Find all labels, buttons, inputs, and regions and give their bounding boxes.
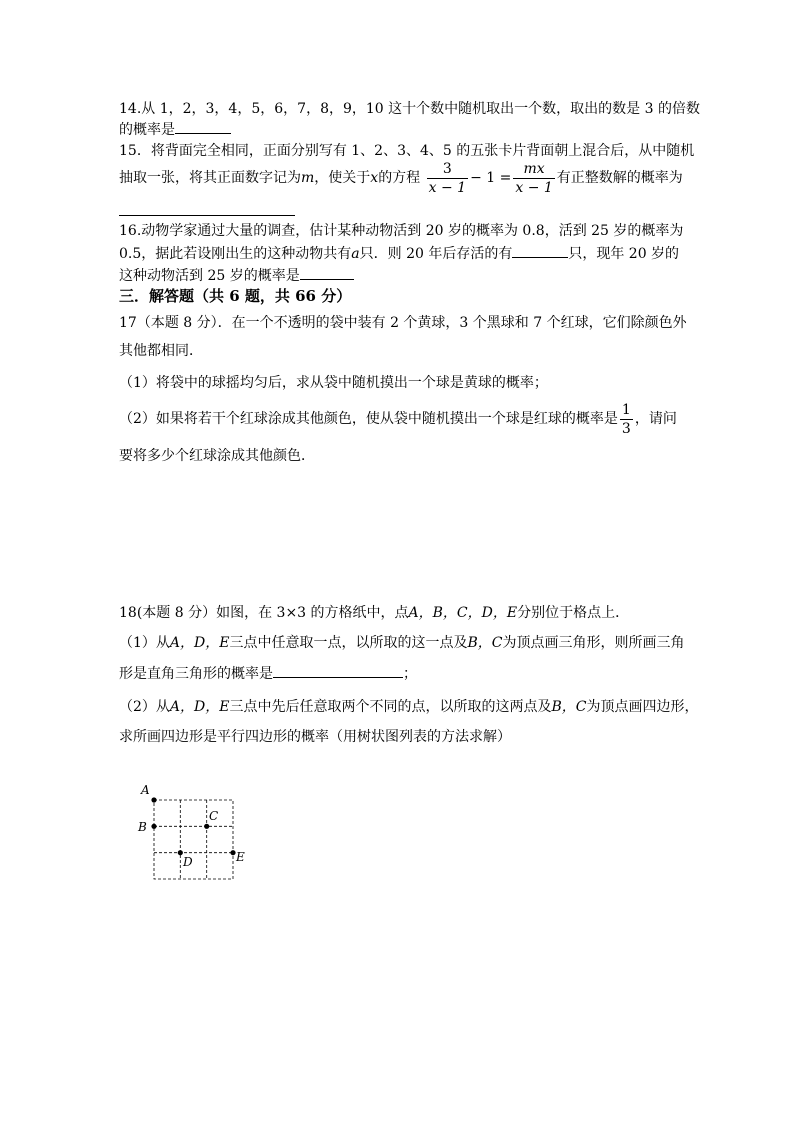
q18-p1-a: （1）从 [119,635,170,651]
label-b: B [138,820,147,834]
q17-part1: （1）将袋中的球摇均匀后，求从袋中随机摸出一个球是黄球的概率； [119,375,548,391]
q18-points: A，B，C，D，E [408,605,518,621]
q18-line1 [119,604,629,622]
q18-text-a: 18(本题 8 分）如图，在 3×3 的方格纸中，点 [119,605,409,621]
q15-var-x: x [370,170,379,186]
q18-p1-line2-text: 形是直角三角形的概率是 [119,666,273,682]
q17-part2-text: （2）如果将若干个红球涂成其他颜色，使从袋中随机摸出一个球是红球的概率是 [119,411,618,427]
q15-fraction-2: $\frac{mx}{x - 1}$ [515,160,553,196]
q18-answer-blank [273,664,403,678]
q16-answer-blank-1 [512,244,568,258]
q17-fraction: $\frac{1}{3}$ [621,401,631,437]
q17-line2: 其他都相同． [119,343,203,359]
q16-line1: 16.动物学家通过大量的调查，估计某种动物活到 20 岁的概率为 0.8，活到 25 岁的概率为 [119,223,684,239]
q14-line2 [119,120,231,139]
point-e [230,850,235,855]
q15-answer-blank [119,202,295,216]
q18-p1-b: 三点中任意取一点，以所取的这一点及 [229,635,468,651]
q17-part2-tail: ，请问 [634,411,677,427]
q18-p1-bc: B，C [467,635,503,651]
q17-last-line: 要将多少个红球涂成其他颜色． [119,448,315,464]
q17-part2 [119,399,677,439]
q15-line3 [119,202,295,221]
grid-figure [136,782,246,882]
q18-p2-b: 三点中先后任意取两个不同的点，以所取的这两点及 [229,699,552,715]
q15-line2 [119,158,683,198]
q18-p1-c: 为顶点画三角形，则所画三角 [502,635,685,651]
q16-line3 [119,266,354,285]
q16-line2 [119,244,679,263]
q15-line1: 15．将背面完全相同，正面分别写有 1、2、3、4、5 的五张卡片背面朝上混合后，从中随机 [119,143,695,159]
point-c [204,824,209,829]
point-b [151,824,156,829]
q16-answer-blank-2 [300,266,354,280]
q16-text-d: 这种动物活到 25 岁的概率是 [119,268,300,284]
q15-text-b: ，使关于 [314,170,371,186]
q16-text-b: 只．则 20 年后存活的有 [359,246,513,262]
label-e: E [236,850,245,864]
q18-part2-line2: 求所画四边形是平行四边形的概率（用树状图列表的方法求解） [119,729,511,745]
q14-text: 的概率是 [119,122,175,138]
section-3-heading: 三．解答题（共 6 题，共 66 分） [119,287,352,305]
q18-part2 [119,698,698,716]
q18-part1 [119,634,684,652]
q16-text-c: 只，现年 20 岁的 [568,246,680,262]
q18-part1-line2 [119,664,417,683]
q18-p1-semicolon: ； [403,666,417,682]
dashed-grid [154,800,233,879]
label-c: C [209,809,219,823]
q16-text-a: 0.5，据此若设刚出生的这种动物共有 [119,246,352,262]
q15-text-c: 的方程 [378,170,421,186]
q15-var-m: m [301,170,315,186]
q16-var-a: a [351,246,360,262]
q18-p1-points: A，D，E [169,635,230,651]
q15-fraction-1: $\frac{3}{x - 1}$ [428,160,467,196]
point-a [151,797,156,802]
q15-minus-one: − 1 = [470,170,512,186]
q18-p2-a: （2）从 [119,699,170,715]
q14-answer-blank [175,120,231,134]
q18-p2-bc: B，C [551,699,587,715]
label-d: D [183,855,193,869]
label-a: A [141,783,150,797]
q18-text-b: 分别位于格点上． [517,605,630,621]
q18-p2-points: A，D，E [169,699,230,715]
q14-line1: 14.从 1，2，3，4，5，6，7，8，9，10 这十个数中随机取出一个数，取出的数是 3 的倍数 [119,101,700,117]
q15-text-a: 抽取一张，将其正面数字记为 [119,170,301,186]
q17-line1: 17（本题 8 分）．在一个不透明的袋中装有 2 个黄球，3 个黑球和 7 个红球，它们除颜色外 [119,315,687,331]
q18-p2-c: 为顶点画四边形， [586,699,699,715]
grid-svg [136,782,246,882]
q15-text-d: 有正整数解的概率为 [556,170,683,186]
